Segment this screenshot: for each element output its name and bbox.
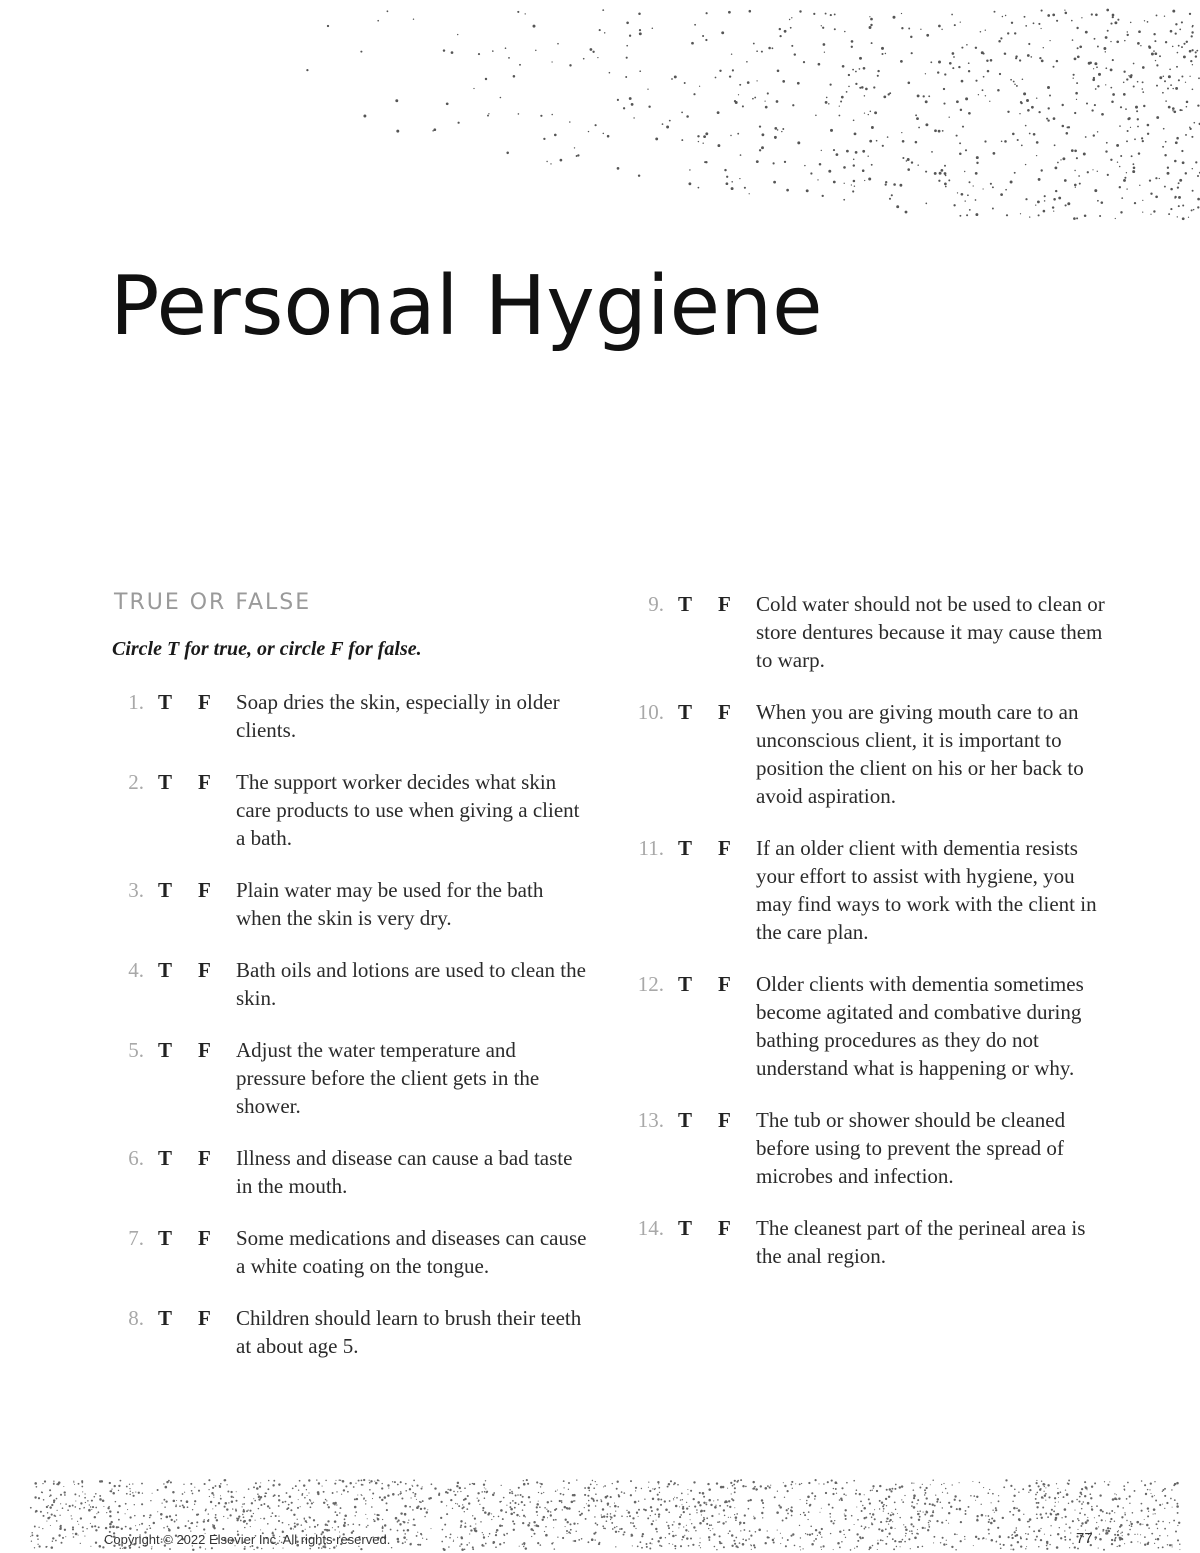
question-number: 4. — [128, 958, 144, 982]
question-number: 14. — [637, 1216, 664, 1240]
true-option[interactable]: T — [678, 972, 693, 996]
instruction-text: Circle T for true, or circle F for false. — [112, 638, 422, 660]
question-statement: Some medications and diseases can cause a white coating on the tongue. — [236, 1226, 587, 1278]
false-option[interactable]: F — [198, 1226, 211, 1250]
question-statement: Cold water should not be used to clean or store dentures because it may cause them to warp. — [756, 592, 1105, 672]
true-option[interactable]: T — [158, 690, 173, 714]
question-number: 2. — [128, 770, 144, 794]
false-option[interactable]: F — [198, 770, 211, 794]
questions-right-column — [630, 590, 1110, 1294]
question-item — [630, 970, 1110, 1082]
question-item — [110, 1304, 590, 1360]
true-option[interactable]: T — [678, 592, 693, 616]
false-option[interactable]: F — [198, 1306, 211, 1330]
false-option[interactable]: F — [198, 690, 211, 714]
question-number: 3. — [128, 878, 144, 902]
true-option[interactable]: T — [678, 1216, 693, 1240]
question-statement: Soap dries the skin, especially in older clients. — [236, 690, 560, 742]
false-option[interactable]: F — [718, 1216, 731, 1240]
true-option[interactable]: T — [158, 1146, 173, 1170]
question-statement: The tub or shower should be cleaned before using to prevent the spread of microbes and infection. — [756, 1108, 1066, 1188]
question-number: 11. — [638, 836, 664, 860]
true-option[interactable]: T — [158, 770, 173, 794]
header-stipple-decoration — [0, 0, 1200, 240]
question-item — [630, 1106, 1110, 1190]
question-item — [630, 698, 1110, 810]
question-item — [110, 956, 590, 1012]
question-item — [110, 768, 590, 852]
question-statement: If an older client with dementia resists your effort to assist with hygiene, you may find ways to work with the client in the care plan. — [756, 836, 1097, 944]
section-heading: TRUE OR FALSE — [114, 590, 312, 615]
question-statement: Plain water may be used for the bath when the skin is very dry. — [236, 878, 544, 930]
question-number: 8. — [128, 1306, 144, 1330]
true-option[interactable]: T — [678, 1108, 693, 1132]
question-number: 7. — [128, 1226, 144, 1250]
copyright-notice: Copyright © 2022 Elsevier Inc. All rights reserved. — [104, 1532, 391, 1547]
question-item — [110, 1144, 590, 1200]
false-option[interactable]: F — [718, 1108, 731, 1132]
true-option[interactable]: T — [678, 836, 693, 860]
page-number: 77 — [1076, 1530, 1093, 1547]
question-number: 6. — [128, 1146, 144, 1170]
true-option[interactable]: T — [158, 1226, 173, 1250]
false-option[interactable]: F — [718, 592, 731, 616]
question-statement: When you are giving mouth care to an unconscious client, it is important to position the client on his or her back to avoid aspiration. — [756, 700, 1084, 808]
question-statement: The support worker decides what skin care products to use when giving a client a bath. — [236, 770, 580, 850]
false-option[interactable]: F — [718, 700, 731, 724]
true-option[interactable]: T — [158, 1306, 173, 1330]
true-option[interactable]: T — [158, 958, 173, 982]
false-option[interactable]: F — [718, 972, 731, 996]
false-option[interactable]: F — [718, 836, 731, 860]
false-option[interactable]: F — [198, 878, 211, 902]
true-option[interactable]: T — [158, 1038, 173, 1062]
question-item — [110, 1036, 590, 1120]
question-number: 9. — [648, 592, 664, 616]
question-statement: Illness and disease can cause a bad taste in the mouth. — [236, 1146, 573, 1198]
question-item — [630, 590, 1110, 674]
question-statement: Older clients with dementia sometimes become agitated and combative during bathing procedures as they do not understand what is happening or why. — [756, 972, 1084, 1080]
question-item — [630, 1214, 1110, 1270]
question-statement: Children should learn to brush their teeth at about age 5. — [236, 1306, 582, 1358]
question-item — [630, 834, 1110, 946]
question-number: 10. — [637, 700, 664, 724]
question-number: 13. — [637, 1108, 664, 1132]
question-item — [110, 688, 590, 744]
question-item — [110, 1224, 590, 1280]
false-option[interactable]: F — [198, 958, 211, 982]
question-statement: Adjust the water temperature and pressure before the client gets in the shower. — [236, 1038, 540, 1118]
question-item — [110, 876, 590, 932]
true-option[interactable]: T — [678, 700, 693, 724]
question-number: 1. — [128, 690, 144, 714]
page-title: Personal Hygiene — [110, 259, 823, 354]
question-statement: Bath oils and lotions are used to clean the skin. — [236, 958, 586, 1010]
false-option[interactable]: F — [198, 1038, 211, 1062]
question-number: 5. — [128, 1038, 144, 1062]
true-option[interactable]: T — [158, 878, 173, 902]
question-statement: The cleanest part of the perineal area is the anal region. — [756, 1216, 1086, 1268]
question-number: 12. — [637, 972, 664, 996]
false-option[interactable]: F — [198, 1146, 211, 1170]
questions-left-column — [110, 688, 590, 1384]
